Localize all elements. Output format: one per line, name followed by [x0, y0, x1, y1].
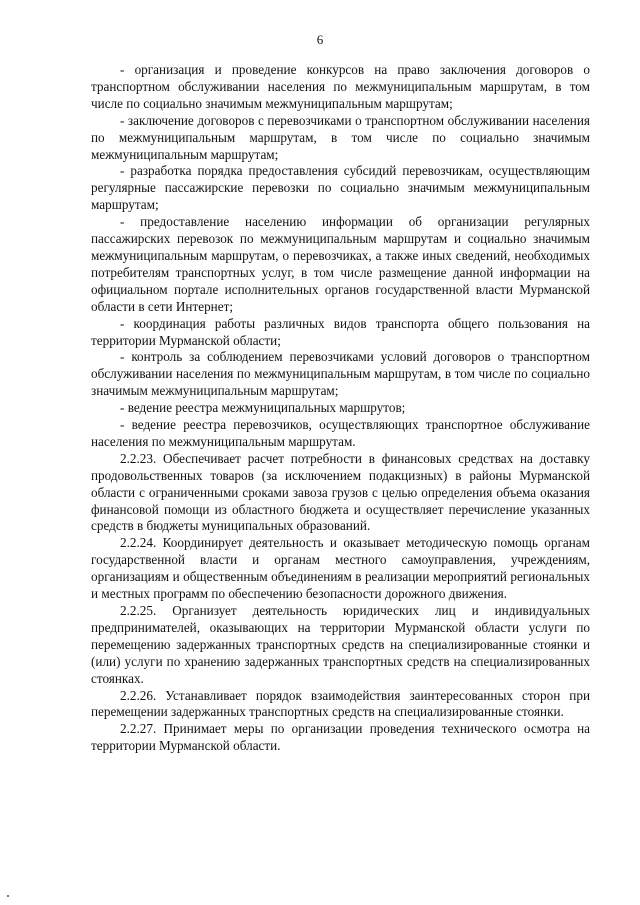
page-number: 6	[316, 32, 324, 47]
paragraph-list-item: - разработка порядка предоставления субсидий перевозчикам, осуществляющим регулярные пассажирские перевозки по социально значимым межмуниципальным маршрутам;	[91, 163, 590, 213]
paragraph-list-item: - организация и проведение конкурсов на право заключения договоров о транспортном обслуживании населения по межмуниципальным маршрутам, в том числе по социально значимым межмуниципальным маршрутам;	[91, 62, 590, 111]
paragraph-list-item: - предоставление населению информации об организации регулярных пассажирских перевозок по межмуниципальным маршрутам и социально значимым межмуниципальным маршрутам, о перевозчиках, а также иных сведений, необходимых потребителям транспортных услуг, в том числе размещение данной информации на официальном портале исполнительных органов государственной власти Мурманской области в сети Интернет;	[91, 214, 590, 314]
paragraph-clause-2-2-23: 2.2.23. Обеспечивает расчет потребности в финансовых средствах на доставку продовольственных товаров (за исключением подакцизных) в районы Мурманской области с ограниченными сроками завоза грузов с целью определения объема оказания финансовой помощи из областного бюджета и осуществляет перечисление указанных средств в бюджеты муниципальных образований.	[91, 450, 590, 534]
paragraph-list-item: - координация работы различных видов транспорта общего пользования на территории Мурманской области;	[91, 315, 590, 348]
paragraph-clause-2-2-24: 2.2.24. Координирует деятельность и оказывает методическую помощь органам государственной власти и органам местного самоуправления, учреждениям, организациям и общественным объединениям в реализации мероприятий региональных и местных программ по обеспечению безопасности дорожного движения.	[91, 535, 590, 602]
paragraph-clause-2-2-26: 2.2.26. Устанавливает порядок взаимодействия заинтересованных сторон при перемещении задержанных транспортных средств на специализированные стоянки.	[91, 687, 590, 720]
paragraph-list-item: - ведение реестра межмуниципальных маршрутов;	[120, 400, 406, 416]
document-body	[91, 62, 590, 755]
paragraph-clause-2-2-27: 2.2.27. Принимает меры по организации проведения технического осмотра на территории Мурманской области.	[91, 721, 590, 754]
paragraph-list-item: - ведение реестра перевозчиков, осуществляющих транспортное обслуживание населения по межмуниципальным маршрутам.	[91, 417, 590, 449]
scan-speck	[7, 895, 9, 897]
paragraph-clause-2-2-25: 2.2.25. Организует деятельность юридических лиц и индивидуальных предпринимателей, оказывающих на территории Мурманской области услуги по перемещению задержанных транспортных средств на специализированные стоянки и (или) услуги по хранению задержанных транспортных средств на специализированных стоянках.	[91, 603, 590, 686]
paragraph-list-item: - заключение договоров с перевозчиками о транспортном обслуживании населения по межмуниципальным маршрутам, в том числе по социально значимым межмуниципальным маршрутам;	[91, 112, 590, 162]
paragraph-list-item: - контроль за соблюдением перевозчиками условий договоров о транспортном обслуживании населения по межмуниципальным маршрутам, в том числе по социально значимым межмуниципальным маршрутам;	[91, 349, 590, 399]
